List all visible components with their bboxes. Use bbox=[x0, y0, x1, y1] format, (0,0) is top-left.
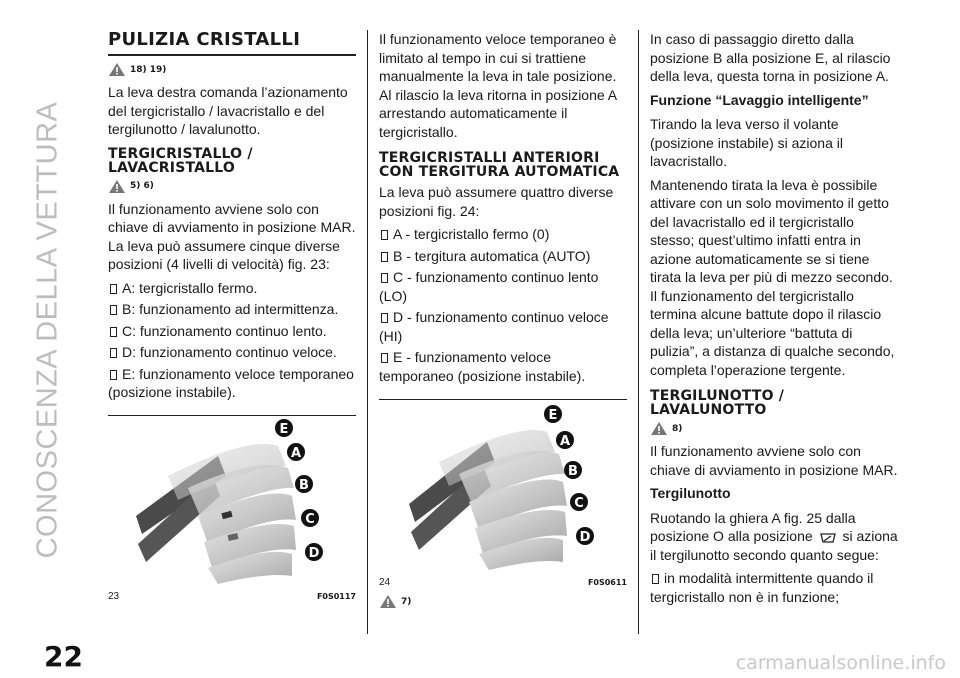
list-item: D - funzionamento continuo veloce (HI) bbox=[379, 309, 609, 344]
body-paragraph: Il funzionamento avviene solo con chiave di avviamento in posizione MAR. bbox=[650, 443, 898, 478]
column-1 bbox=[108, 30, 356, 602]
bullet-box-icon bbox=[381, 313, 388, 323]
bullet-box-icon bbox=[381, 252, 388, 262]
list-item: A: tergicristallo fermo. bbox=[108, 279, 356, 298]
list-item: C - funzionamento continuo lento (LO) bbox=[379, 269, 599, 304]
body-paragraph: In caso di passaggio diretto dalla posizione B alla posizione E, al rilascio della leva, questa torna in posizione A. bbox=[650, 31, 891, 84]
subsection-title: Tergilunotto bbox=[650, 485, 731, 501]
bullet-box-icon bbox=[110, 348, 117, 358]
page-title: PULIZIA CRISTALLI bbox=[108, 30, 356, 56]
marker-c: C bbox=[305, 511, 315, 527]
page-number: 22 bbox=[44, 640, 83, 673]
marker-b: B bbox=[568, 464, 578, 479]
marker-c: C bbox=[574, 496, 584, 511]
column-3 bbox=[650, 30, 898, 609]
wiper-lever-illustration bbox=[108, 416, 356, 584]
list-item: C: funzionamento continuo lento. bbox=[108, 322, 356, 341]
marker-e: E bbox=[548, 408, 558, 423]
warning-icon bbox=[650, 421, 668, 436]
intro-paragraph: La leva destra comanda l’azionamento del tergicristallo / lavacristallo e del tergilunotto / lavalunotto. bbox=[108, 84, 348, 137]
warning-reference: 5) 6) bbox=[108, 179, 356, 194]
section-title: TERGICRISTALLI ANTERIORI CON TERGITURA AUTOMATICA bbox=[379, 150, 620, 180]
body-paragraph: Ruotando la ghiera A fig. 25 dalla posizione O alla posizione si aziona il tergilunotto secondo quanto segue: bbox=[650, 509, 898, 563]
body-paragraph: Il funzionamento veloce temporaneo è limitato al tempo in cui si trattiene manualmente la leva in tale posizione. Al rilascio la leva ritorna in posizione A arrestando automaticamente il tergicristallo. bbox=[379, 31, 617, 140]
bullet-box-icon bbox=[110, 284, 117, 294]
bullet-box-icon bbox=[110, 305, 117, 315]
bullet-box-icon bbox=[381, 353, 388, 363]
section-title: TERGICRISTALLO / LAVACRISTALLO bbox=[108, 145, 253, 176]
body-paragraph: La leva può assumere quattro diverse posizioni fig. 24: bbox=[379, 184, 614, 219]
wiper-lever-illustration bbox=[379, 400, 627, 570]
marker-a: A bbox=[559, 434, 571, 449]
figure-code: F0S0117 bbox=[316, 591, 356, 601]
body-paragraph: Mantenendo tirata la leva è possibile attivare con un solo movimento il getto del lavacristallo ed il tergicristallo stesso; quest’ultimo infatti entra in azione automaticamente se si tiene tirata la leva per più di mezzo secondo. Il funzionamento del tergicristallo termina alcune battute dopo il rilascio della leva; un’ulteriore “battuta di pulizia”, a distanza di qualche secondo, completa l’operazione tergente. bbox=[650, 176, 895, 378]
figure-24 bbox=[379, 399, 627, 588]
bullet-box-icon bbox=[381, 273, 388, 283]
marker-e: E bbox=[279, 421, 289, 437]
bullet-box-icon bbox=[110, 370, 117, 380]
marker-b: B bbox=[299, 477, 309, 493]
figure-caption bbox=[108, 589, 356, 602]
warning-icon bbox=[108, 62, 126, 77]
bullet-box-icon bbox=[652, 574, 659, 584]
list-item: B - tergitura automatica (AUTO) bbox=[379, 247, 627, 266]
figure-23 bbox=[108, 415, 356, 602]
column-divider bbox=[638, 30, 639, 634]
figure-caption bbox=[379, 575, 627, 588]
list-item: B: funzionamento ad intermittenza. bbox=[108, 300, 356, 319]
warning-reference: 8) bbox=[650, 421, 898, 436]
figure-number: 24 bbox=[379, 577, 391, 588]
section-title: TERGILUNOTTO / LAVALUNOTTO bbox=[650, 388, 785, 418]
subsection-title: Funzione “Lavaggio intelligente” bbox=[650, 91, 869, 108]
column-2 bbox=[379, 30, 627, 615]
list-item: E - funzionamento veloce temporaneo (posizione instabile). bbox=[379, 349, 586, 384]
marker-a: A bbox=[290, 445, 302, 461]
watermark: carmanualsonline.info bbox=[735, 652, 946, 674]
warning-icon bbox=[379, 594, 397, 609]
column-divider bbox=[367, 30, 368, 634]
bullet-box-icon bbox=[110, 327, 117, 337]
bullet-box-icon bbox=[381, 230, 388, 240]
figure-code: F0S0611 bbox=[587, 578, 627, 587]
list-item: in modalità intermittente quando il tergicristallo non è in funzione; bbox=[650, 570, 874, 605]
body-paragraph: Il funzionamento avviene solo con chiave di avviamento in posizione MAR. La leva può assumere cinque diverse posizioni (4 livelli di velocità) fig. 23: bbox=[108, 200, 356, 272]
list-item: E: funzionamento veloce temporaneo (posizione instabile). bbox=[108, 365, 354, 400]
warning-reference: 18) 19) bbox=[108, 62, 356, 77]
marker-d: D bbox=[579, 530, 591, 545]
marker-d: D bbox=[308, 545, 320, 561]
body-paragraph: Tirando la leva verso il volante (posizione instabile) si aziona il lavacristallo. bbox=[650, 116, 843, 169]
rear-wiper-icon bbox=[819, 531, 837, 544]
warning-icon bbox=[108, 179, 126, 194]
list-item: A - tergicristallo fermo (0) bbox=[379, 225, 627, 244]
warning-reference: 7) bbox=[379, 594, 627, 609]
figure-number: 23 bbox=[108, 590, 120, 602]
list-item: D: funzionamento continuo veloce. bbox=[108, 343, 356, 362]
